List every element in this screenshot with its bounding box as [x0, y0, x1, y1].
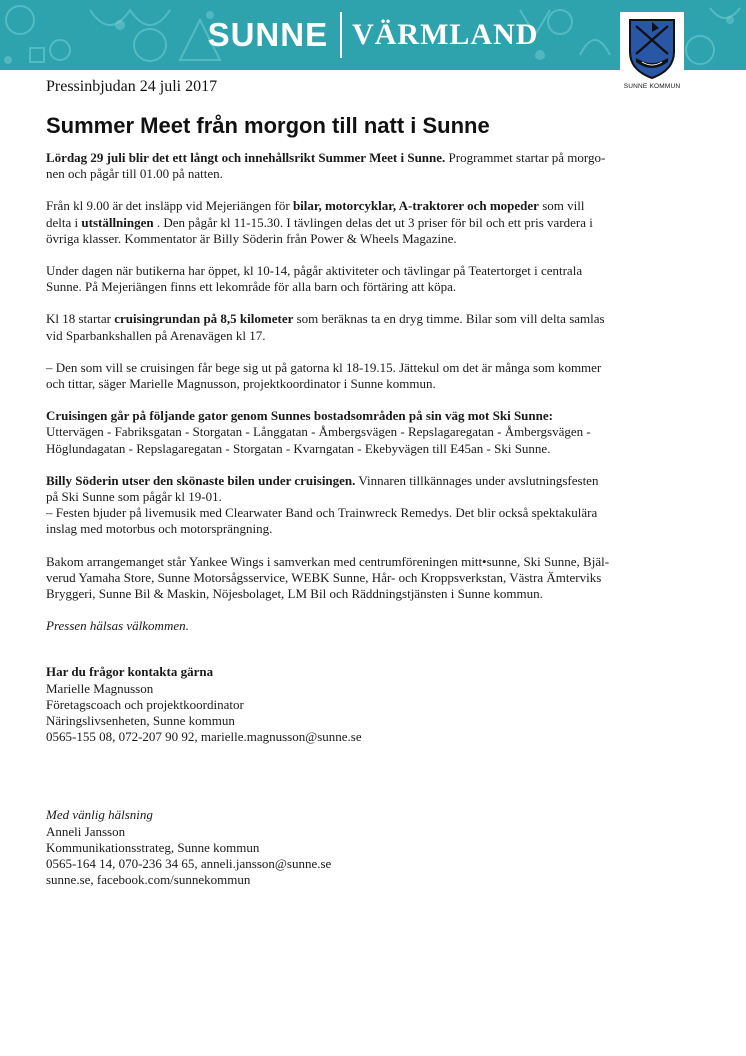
contact-block: [46, 664, 666, 745]
sunne-kommun-logo: [620, 12, 684, 94]
paragraph-intro: Lördag 29 juli blir det ett långt och innehållsrikt Summer Meet i Sunne. Programmet startar på morgo- nen och pågår till 01.00 på natten.: [46, 150, 606, 182]
logo-caption: SUNNE KOMMUN: [623, 83, 681, 90]
signature-name: Anneli Jansson: [46, 823, 126, 839]
brand-sunne: SUNNE: [207, 16, 329, 53]
signature-role: Kommunikationsstrateg, Sunne kommun: [46, 839, 260, 855]
contact-dept: Näringslivsenheten, Sunne kommun: [46, 713, 235, 729]
contact-heading: Har du frågor kontakta gärna: [46, 664, 214, 680]
press-dateline: Pressinbjudan 24 juli 2017: [46, 78, 218, 95]
paragraph-activities: Under dagen när butikerna har öppet, kl 10-14, pågår aktiviteter och tävlingar på Teatertorget i centrala Sunne. På Mejeriängen finns ett lekområde för alla barn och förtäring att köpa.: [46, 263, 583, 295]
contact-phone: 0565-155 08, 072-207 90 92, marielle.magnusson@sunne.se: [46, 729, 362, 745]
signature-greeting: Med vänlig hälsning: [46, 807, 153, 823]
paragraph-cruising: Kl 18 startar cruisingrundan på 8,5 kilometer som beräknas ta en dryg timme. Bilar som vill delta samlas vid Sparbankshallen på Arenavägen kl 17.: [46, 311, 605, 343]
press-release-body: [46, 150, 666, 889]
page-title: Summer Meet från morgon till natt i Sunne: [46, 113, 490, 138]
welcome-note: Pressen hälsas välkommen.: [46, 618, 189, 634]
contact-name: Marielle Magnusson: [46, 680, 154, 696]
paragraph-winner: Billy Söderin utser den skönaste bilen under cruisingen. Vinnaren tillkännages under avslutningsfesten på Ski Sunne som pågår kl 19-01. – Festen bjuder på livemusik med Clearwater Band och Trainwreck Remedys. Det blir också spektakulära inslag med motorbus och motorsprängning.: [46, 472, 599, 537]
signature-phone: 0565-164 14, 070-236 34 65, anneli.jansson@sunne.se: [46, 856, 332, 872]
paragraph-quote: – Den som vill se cruisingen får bege sig ut på gatorna kl 18-19.15. Jättekul om det är många som kommer och tittar, säger Marielle Magnusson, projektkoordinator i Sunne kommun.: [46, 359, 602, 392]
signature-block: [46, 807, 666, 888]
signature-web: sunne.se, facebook.com/sunnekommun: [46, 872, 251, 888]
paragraph-exhibition: Från kl 9.00 är det insläpp vid Mejeriängen för bilar, motorcyklar, A-traktorer och mopeder som vill delta i utställningen . Den pågår kl 11-15.30. I tävlingen delas det ut 3 priser för bil och ett pris vardera i övriga klasser. Kommentator är Billy Söderin från Power & Wheels Magazine.: [46, 198, 593, 246]
coat-of-arms-icon: [628, 18, 676, 80]
brand-varmland: VÄRMLAND: [352, 18, 539, 51]
paragraph-route: Cruisingen går på följande gator genom Sunnes bostadsområden på sin väg mot Ski Sunne: Uttervägen - Fabriksgatan - Storgatan - Långgatan - Åmbergsvägen - Repslagaregatan - Åmbergsvägen - Höglundagatan - Repslagaregatan - Storgatan - Kvarngatan - Ekebyvägen till E45an - Ski Sunne.: [46, 408, 591, 456]
contact-role: Företagscoach och projektkoordinator: [46, 696, 244, 712]
paragraph-organizers: Bakom arrangemanget står Yankee Wings i samverkan med centrumföreningen mitt•sunne, Ski Sunne, Bjäl- verud Yamaha Store, Sunne Motorsågsservice, WEBK Sunne, Hår- och Kroppsverkstan, Västra Ämterviks Bryggeri, Sunne Bil & Maskin, Nöjesbolaget, LM Bil och Räddningstjänsten i Sunne kommun.: [46, 553, 610, 602]
